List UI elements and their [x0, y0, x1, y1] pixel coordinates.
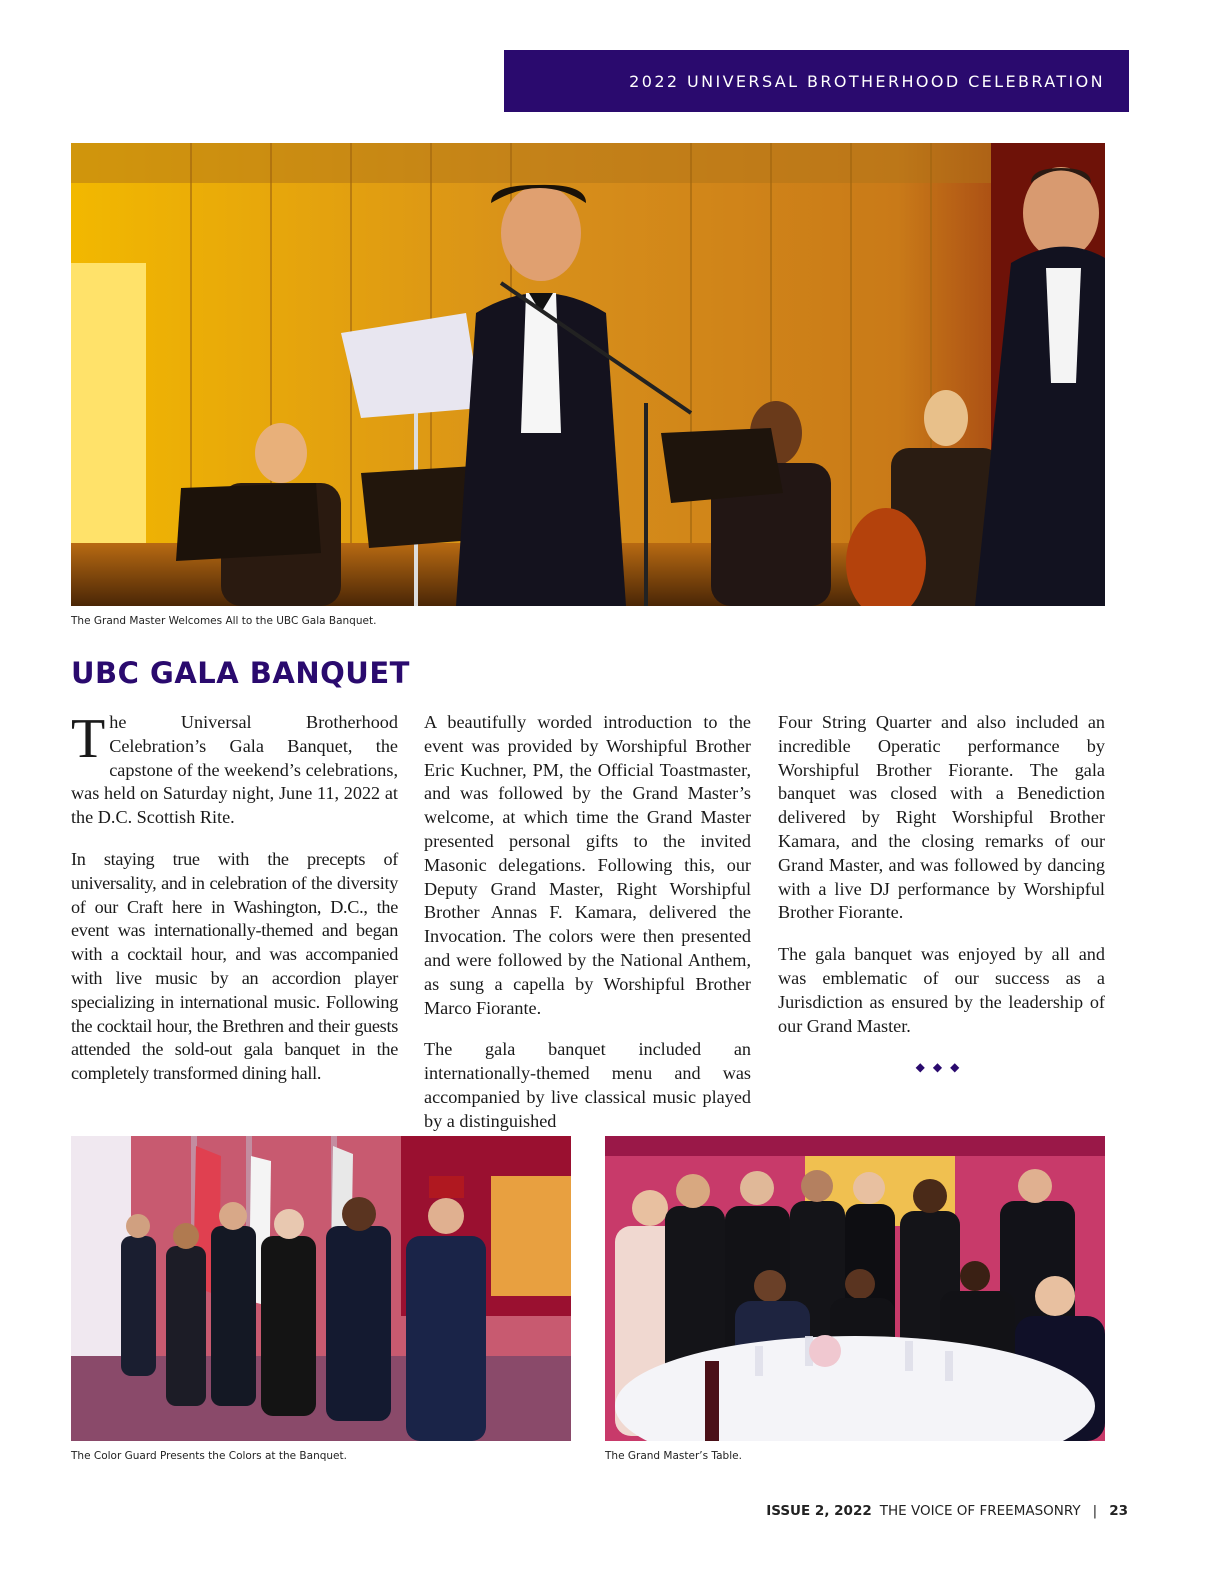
- article-column-2: [424, 711, 751, 1152]
- paragraph: In staying true with the precepts of universality, and in celebration of the diversity of our Craft here in Washington, D.C., the event was internationally-themed and began with a cocktail hour, and was accompanied with live music by an accordion player specializing in international music. Following the cocktail hour, the Brethren and their guests attended the sold-out gala banquet in the completely transformed dining hall.: [71, 848, 398, 1084]
- article-column-1: [71, 708, 398, 1104]
- footer-separator: |: [1092, 1503, 1098, 1519]
- paragraph: The gala banquet was enjoyed by all and was emblematic of our success as a Jurisdiction as ensured by the leadership of our Grand Master.: [778, 944, 1105, 1036]
- photo-grand-masters-table: [605, 1136, 1105, 1441]
- photo-color-guard: [71, 1136, 571, 1441]
- top-photo-caption: The Grand Master Welcomes All to the UBC Gala Banquet.: [71, 615, 377, 627]
- article-title: UBC GALA BANQUET: [71, 656, 410, 690]
- photo-grand-master-welcome: [71, 143, 1105, 606]
- publication-name: THE VOICE OF FREEMASONRY: [879, 1503, 1081, 1519]
- paragraph: A beautifully worded introduction to the event was provided by Worshipful Brother Eric Kuchner, PM, the Official Toastmaster, and was followed by the Grand Master’s welcome, at which time the Grand Master presented personal gifts to the invited Masonic delegations. Following this, our Deputy Grand Master, Right Worshipful Brother Annas F. Kamara, delivered the Invocation. The colors were then presented and were followed by the National Anthem, as sung a capella by Worshipful Brother Marco Fiorante.: [424, 712, 751, 1018]
- drop-cap: T: [71, 708, 106, 770]
- bottom-left-photo-caption: The Color Guard Presents the Colors at the Banquet.: [71, 1450, 347, 1462]
- page-footer: [766, 1503, 1128, 1519]
- section-banner: [504, 50, 1129, 112]
- paragraph: The Universal Brotherhood Celebration’s Gala Banquet, the capstone of the weekend’s celebrations, was held on Saturday night, June 11, 2022 at the D.C. Scottish Rite.: [71, 708, 398, 828]
- page-number: 23: [1109, 1503, 1128, 1519]
- article-column-3: [778, 711, 1105, 1056]
- issue-label: ISSUE 2, 2022: [766, 1503, 872, 1519]
- paragraph: Four String Quarter and also included an incredible Operatic performance by Worshipful Brother Fiorante. The gala banquet was closed with a Benediction delivered by Right Worshipful Brother Kamara, and the closing remarks of our Grand Master, and was followed by dancing with a live DJ performance by Worshipful Brother Fiorante.: [778, 712, 1105, 923]
- bottom-right-photo-caption: The Grand Master’s Table.: [605, 1450, 742, 1462]
- paragraph: The gala banquet included an internationally-themed menu and was accompanied by live classical music played by a distinguished: [424, 1039, 751, 1131]
- banner-text: 2022 UNIVERSAL BROTHERHOOD CELEBRATION: [629, 71, 1105, 91]
- end-of-article-mark: ◆◆◆: [915, 1060, 968, 1074]
